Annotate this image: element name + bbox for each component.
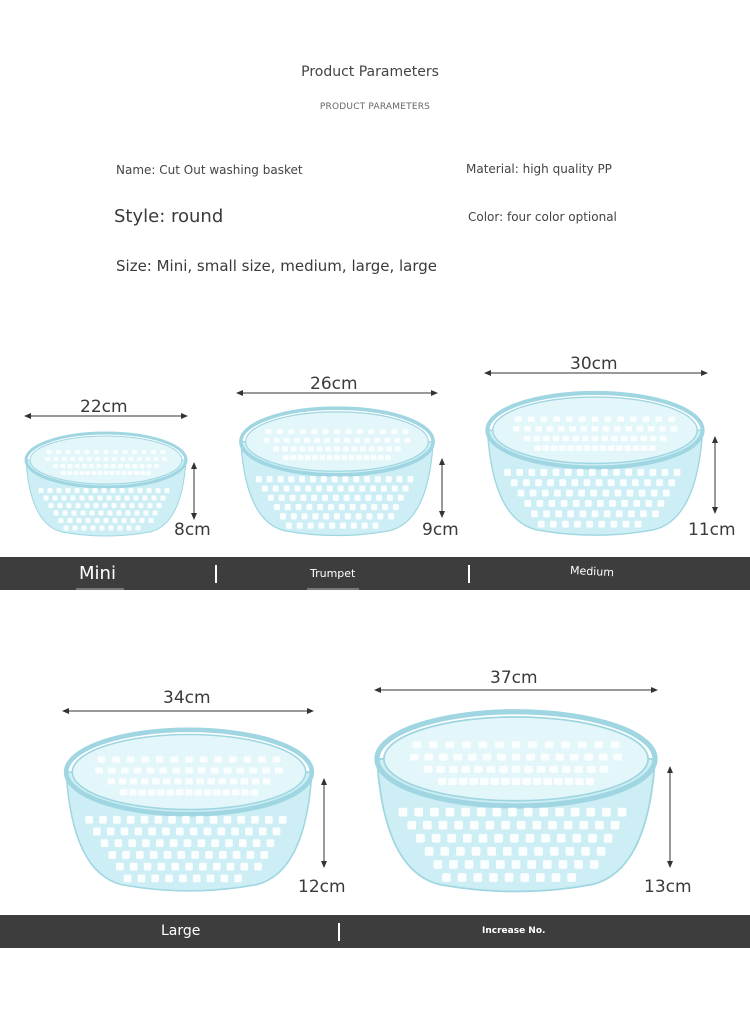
basket-image xyxy=(60,722,318,894)
spec-style: Style: round xyxy=(114,206,224,227)
band-separator xyxy=(338,923,340,941)
page-title: Product Parameters xyxy=(301,64,439,80)
spec-material: Material: high quality PP xyxy=(466,162,612,176)
basket-height-label: 12cm xyxy=(298,877,346,897)
width-arrow xyxy=(24,410,190,422)
basket-width-label: 30cm xyxy=(570,354,618,374)
band-label-increase: Increase No. xyxy=(482,926,546,936)
height-arrow xyxy=(709,436,721,516)
size-band-bottom xyxy=(0,915,750,948)
basket-width-label: 22cm xyxy=(80,397,128,417)
basket-image xyxy=(22,428,190,538)
active-underline xyxy=(307,588,359,590)
spec-color: Color: four color optional xyxy=(468,210,617,224)
basket-width-label: 37cm xyxy=(490,668,538,688)
basket-height-label: 8cm xyxy=(174,520,211,540)
height-arrow xyxy=(436,458,448,520)
spec-name: Name: Cut Out washing basket xyxy=(116,163,303,177)
band-label-mini: Mini xyxy=(79,563,116,584)
page-subtitle: PRODUCT PARAMETERS xyxy=(319,102,431,112)
width-arrow xyxy=(62,705,316,717)
height-arrow xyxy=(188,462,200,522)
band-label-trumpet: Trumpet xyxy=(310,567,356,580)
basket-height-label: 13cm xyxy=(644,877,692,897)
basket-image xyxy=(370,703,662,895)
height-arrow xyxy=(664,766,676,870)
basket-height-label: 11cm xyxy=(688,520,736,540)
width-arrow xyxy=(374,684,660,696)
basket-height-label: 9cm xyxy=(422,520,459,540)
band-label-medium: Medium xyxy=(569,563,615,580)
band-separator xyxy=(215,565,217,583)
band-separator xyxy=(468,565,470,583)
width-arrow xyxy=(484,367,710,379)
basket-image xyxy=(236,402,438,538)
width-arrow xyxy=(236,387,440,399)
height-arrow xyxy=(318,778,330,870)
active-underline xyxy=(76,588,124,590)
spec-size: Size: Mini, small size, medium, large, large xyxy=(116,257,438,275)
basket-image xyxy=(482,386,708,538)
basket-width-label: 26cm xyxy=(310,374,358,394)
basket-width-label: 34cm xyxy=(163,688,211,708)
band-label-large: Large xyxy=(161,923,201,939)
